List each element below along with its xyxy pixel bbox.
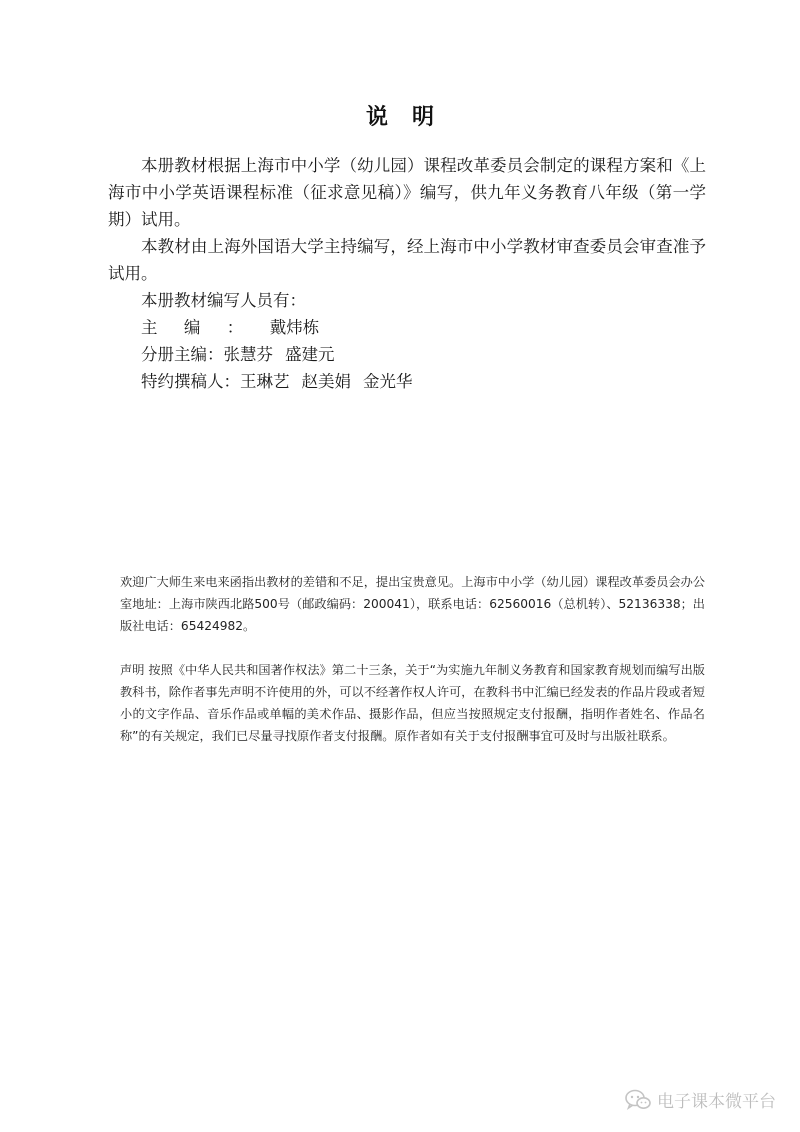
feedback-text: 欢迎广大师生来电来函指出教材的差错和不足，提出宝贵意见。上海市中小学（幼儿园）课程改革委员会办公室地址：上海市陕西北路500号（邮政编码：200041），联系电话：62560016（总机转）、52136338；出版社电话：65424982。 [120,575,705,633]
intro-paragraph-1: 本册教材根据上海市中小学（幼儿园）课程改革委员会制定的课程方案和《上海市中小学英语课程标准（征求意见稿）》编写，供九年义务教育八年级（第一学期）试用。 [108,156,706,229]
credit-contributors [108,368,706,395]
credit-role: 主编： [141,318,270,337]
page-title: 说明 [365,105,458,130]
credit-volume-editors [108,341,706,368]
credit-role: 分册主编： [141,345,224,364]
credit-chief-editor [108,314,706,341]
credit-name: 戴炜栋 [269,318,320,337]
credit-role: 特约撰稿人： [141,372,240,391]
intro-paragraph-2: 本教材由上海外国语大学主持编写，经上海市中小学教材审查委员会审查准予试用。 [108,237,706,283]
credit-name: 赵美娟 [301,372,351,391]
intro-section [108,152,706,395]
credit-names [270,318,320,337]
watermark [625,1087,776,1112]
credit-name: 盛建元 [285,345,335,364]
credit-name: 张慧芬 [223,345,273,364]
credit-names [240,372,413,391]
copyright-statement [120,659,705,747]
wechat-icon [625,1089,651,1111]
feedback-notice [120,571,705,637]
watermark-text: 电子课本微平台 [657,1092,776,1112]
credit-name: 金光华 [363,372,413,391]
credit-names [224,345,335,364]
credits-list [108,287,706,395]
credit-name: 王琳艺 [240,372,290,391]
credits-intro: 本册教材编写人员有： [141,291,306,310]
copyright-text: 声明 按照《中华人民共和国著作权法》第二十三条，关于“为实施九年制义务教育和国家教育规划而编写出版教科书，除作者事先声明不许使用的外，可以不经著作权人许可，在教科书中汇编已经发表的作品片段或者短小的文字作品、音乐作品或单幅的美术作品、摄影作品，但应当按照规定支付报酬，指明作者姓名、作品名称”的有关规定，我们已尽量寻找原作者支付报酬。原作者如有关于支付报酬事宜可及时与出版社联系。 [120,663,705,743]
